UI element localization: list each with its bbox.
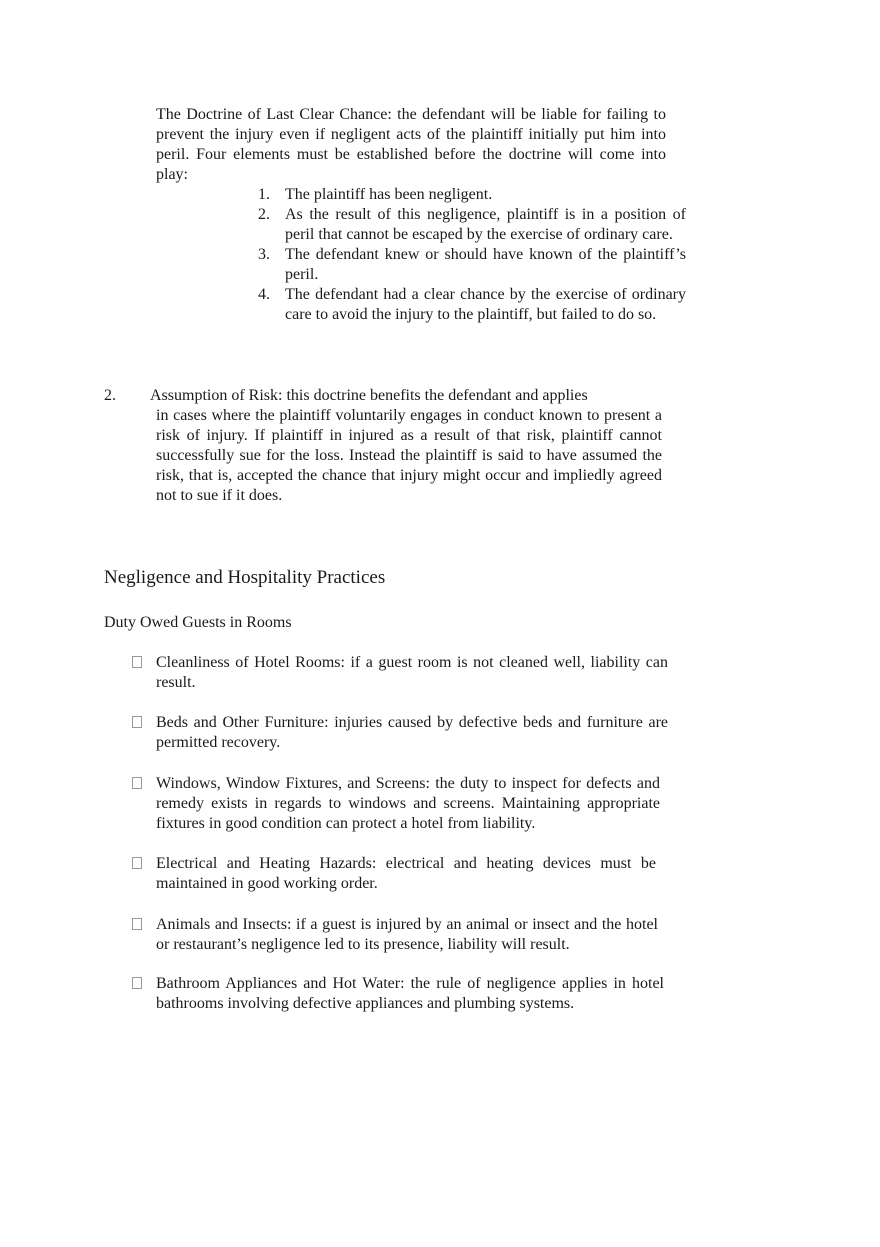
checkbox-glyph-icon xyxy=(132,857,142,869)
list-item xyxy=(156,713,668,753)
list-item xyxy=(258,185,686,205)
checkbox-glyph-icon xyxy=(132,777,142,789)
section-heading: Negligence and Hospitality Practices xyxy=(104,567,386,588)
assumption-first-line: Assumption of Risk: this doctrine benefits the defendant and applies xyxy=(150,387,588,404)
checkbox-glyph-icon xyxy=(132,977,142,989)
bullet-text: Bathroom Appliances and Hot Water: the rule of negligence applies in hotel bathrooms involving defective appliances and plumbing systems. xyxy=(156,975,664,1012)
list-item-text: As the result of this negligence, plaintiff is in a position of peril that cannot be escaped by the exercise of ordinary care. xyxy=(285,206,686,243)
list-item-number: 2. xyxy=(258,206,270,223)
doctrine-elements-list xyxy=(258,185,686,325)
doctrine-intro: The Doctrine of Last Clear Chance: the defendant will be liable for failing to prevent the injury even if negligent acts of the plaintiff initially put him into peril. Four elements must be established before the doctrine will come into play: xyxy=(156,106,666,183)
list-item xyxy=(258,245,686,285)
bullet-text: Beds and Other Furniture: injuries caused by defective beds and furniture are permitted recovery. xyxy=(156,714,668,751)
list-item-text: The defendant had a clear chance by the exercise of ordinary care to avoid the injury to the plaintiff, but failed to do so. xyxy=(285,286,686,323)
list-item xyxy=(156,915,658,955)
list-item xyxy=(156,974,664,1014)
checkbox-glyph-icon xyxy=(132,918,142,930)
list-item xyxy=(258,205,686,245)
list-item-number: 4. xyxy=(258,286,270,303)
list-item-number: 3. xyxy=(258,246,270,263)
bullet-text: Electrical and Heating Hazards: electrical and heating devices must be maintained in good working order. xyxy=(156,855,656,892)
bullet-text: Animals and Insects: if a guest is injured by an animal or insect and the hotel or restaurant’s negligence led to its presence, liability will result. xyxy=(156,916,658,953)
assumption-number: 2. xyxy=(104,387,116,404)
section-subheading: Duty Owed Guests in Rooms xyxy=(104,614,292,631)
list-item xyxy=(156,653,668,693)
list-item-text: The plaintiff has been negligent. xyxy=(285,186,493,203)
bullet-text: Windows, Window Fixtures, and Screens: the duty to inspect for defects and remedy exists in regards to windows and screens. Maintaining appropriate fixtures in good condition can protect a hotel from liability. xyxy=(156,775,660,832)
list-item-text: The defendant knew or should have known of the plaintiff’s peril. xyxy=(285,246,686,283)
checkbox-glyph-icon xyxy=(132,656,142,668)
checkbox-glyph-icon xyxy=(132,716,142,728)
assumption-body: in cases where the plaintiff voluntarily engages in conduct known to present a risk of injury. If plaintiff in injured as a result of that risk, plaintiff cannot successfully sue for the loss. Instead the plaintiff is said to have assumed the risk, that is, accepted the chance that injury might occur and impliedly agreed not to sue if it does. xyxy=(156,407,662,504)
list-item xyxy=(258,285,686,325)
bullet-text: Cleanliness of Hotel Rooms: if a guest room is not cleaned well, liability can result. xyxy=(156,654,668,691)
list-item xyxy=(156,774,660,834)
list-item xyxy=(156,854,656,894)
list-item-number: 1. xyxy=(258,186,270,203)
